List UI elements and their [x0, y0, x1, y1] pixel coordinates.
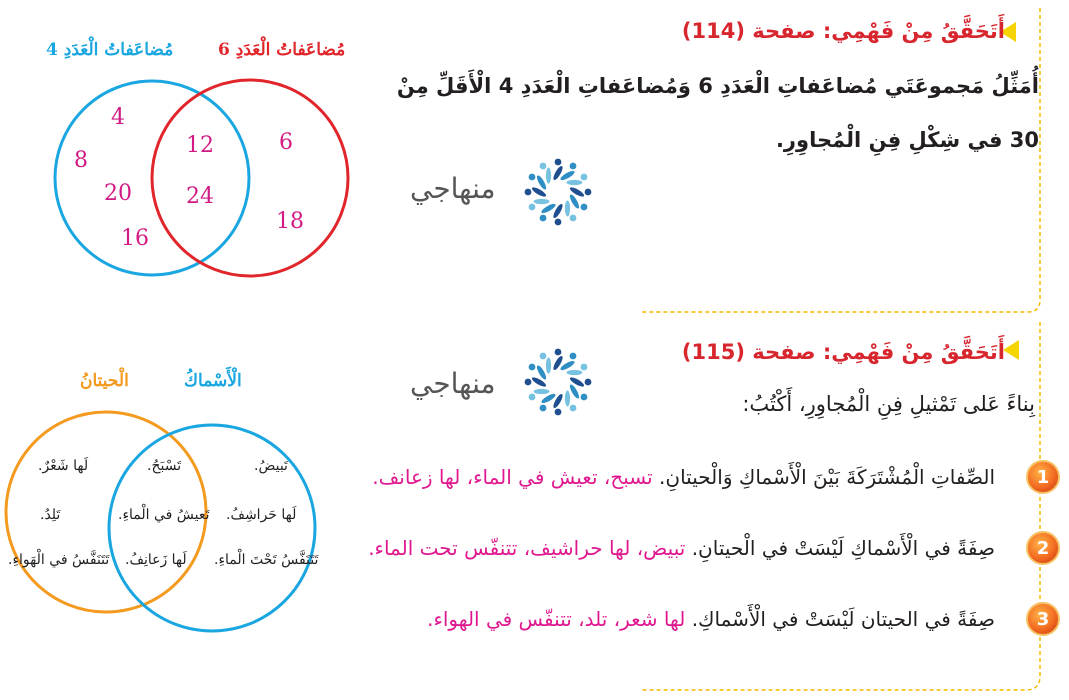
question-number-badge: 2 [1026, 531, 1060, 565]
section1-line1: أُمَثِّلُ مَجموعَتَي مُضاعَفاتِ الْعَدَدِ 6 وَمُضاعَفاتِ الْعَدَدِ 4 الْأَقَلِّ مِنْ [396, 74, 1039, 98]
manhaji-logo-icon [518, 152, 598, 232]
section1-heading-page: صفحة (114) [681, 19, 816, 43]
manhaji-logo-icon [518, 342, 598, 422]
venn-fish-label: الْأَسْماكُ [184, 371, 242, 391]
manhaji-logo-text: منهاجي [410, 172, 496, 205]
venn-num: 16 [121, 226, 149, 251]
section2-heading [682, 340, 1005, 364]
question-number-badge: 3 [1026, 602, 1060, 636]
answer-text: تبيض، لها حراشيف، تتنفّس تحت الماء. [368, 536, 686, 560]
venn-num: 24 [186, 184, 214, 209]
venn-item: تَعيشُ في الْماءِ. [118, 507, 210, 523]
venn-item: تَتَنَفَّسُ في الْهَواءِ. [8, 552, 110, 568]
venn-item: تَسْبَحُ. [147, 458, 182, 474]
venn-item: لَها شَعْرٌ. [38, 458, 89, 474]
section1-heading-prefix: أَتَحَقَّقُ مِنْ فَهْمِي: [822, 19, 1005, 43]
question-line [427, 607, 995, 631]
venn-num: 18 [276, 209, 304, 234]
venn-item: تَتَنَفَّسُ تَحْتَ الْماءِ. [214, 552, 319, 568]
section2-heading-prefix: أَتَحَقَّقُ مِنْ فَهْمِي: [822, 340, 1005, 364]
venn-num: 8 [74, 148, 88, 173]
venn-item: تَلِدُ. [40, 507, 61, 523]
answer-text: تسبح، تعيش في الماء، لها زعانف. [372, 465, 653, 489]
venn-fish-circle [109, 425, 315, 631]
section2-intro: بِناءً عَلى تَمْثيلِ فِنِ الْمُجاوِرِ، أَكْتُبُ: [742, 392, 1035, 416]
venn-num: 20 [104, 181, 132, 206]
question-number-badge: 1 [1026, 460, 1060, 494]
section1-line2: 30 في شِكْلِ فِنِ الْمُجاوِرِ. [775, 128, 1039, 152]
venn-multiples-4-label: مُضاعَفاتُ الْعَدَدِ 4 [46, 40, 174, 60]
venn-item: لَها حَراشِفُ. [226, 507, 297, 523]
venn-num: 4 [111, 105, 125, 130]
question-text: صِفَةً في الحيتان لَيْسَتْ في الْأَسْماكِ. [691, 607, 995, 631]
section1-heading [682, 19, 1005, 43]
question-text: صِفَةً في الْأَسْماكِ لَيْسَتْ في الْحيتانِ. [691, 536, 995, 560]
manhaji-logo-text: منهاجي [410, 367, 496, 400]
venn-num: 6 [279, 130, 293, 155]
answer-text: لها شعر، تلد، تتنفّس في الهواء. [427, 607, 686, 631]
venn-item: لَها زَعانِفُ. [125, 552, 187, 568]
venn-item: تَبيضُ. [254, 458, 288, 474]
section2-heading-page: صفحة (115) [681, 340, 816, 364]
question-line [368, 536, 995, 560]
venn-multiples-diagram [40, 60, 370, 290]
venn-num: 12 [186, 133, 214, 158]
venn-whales-label: الْحيتانُ [80, 371, 129, 391]
question-text: الصِّفاتِ الْمُشْتَرَكَةَ بَيْنَ الْأَسْماكِ وَالْحيتانِ. [659, 465, 995, 489]
question-line [372, 465, 995, 489]
venn-multiples-6-label: مُضاعَفاتُ الْعَدَدِ 6 [218, 40, 346, 60]
